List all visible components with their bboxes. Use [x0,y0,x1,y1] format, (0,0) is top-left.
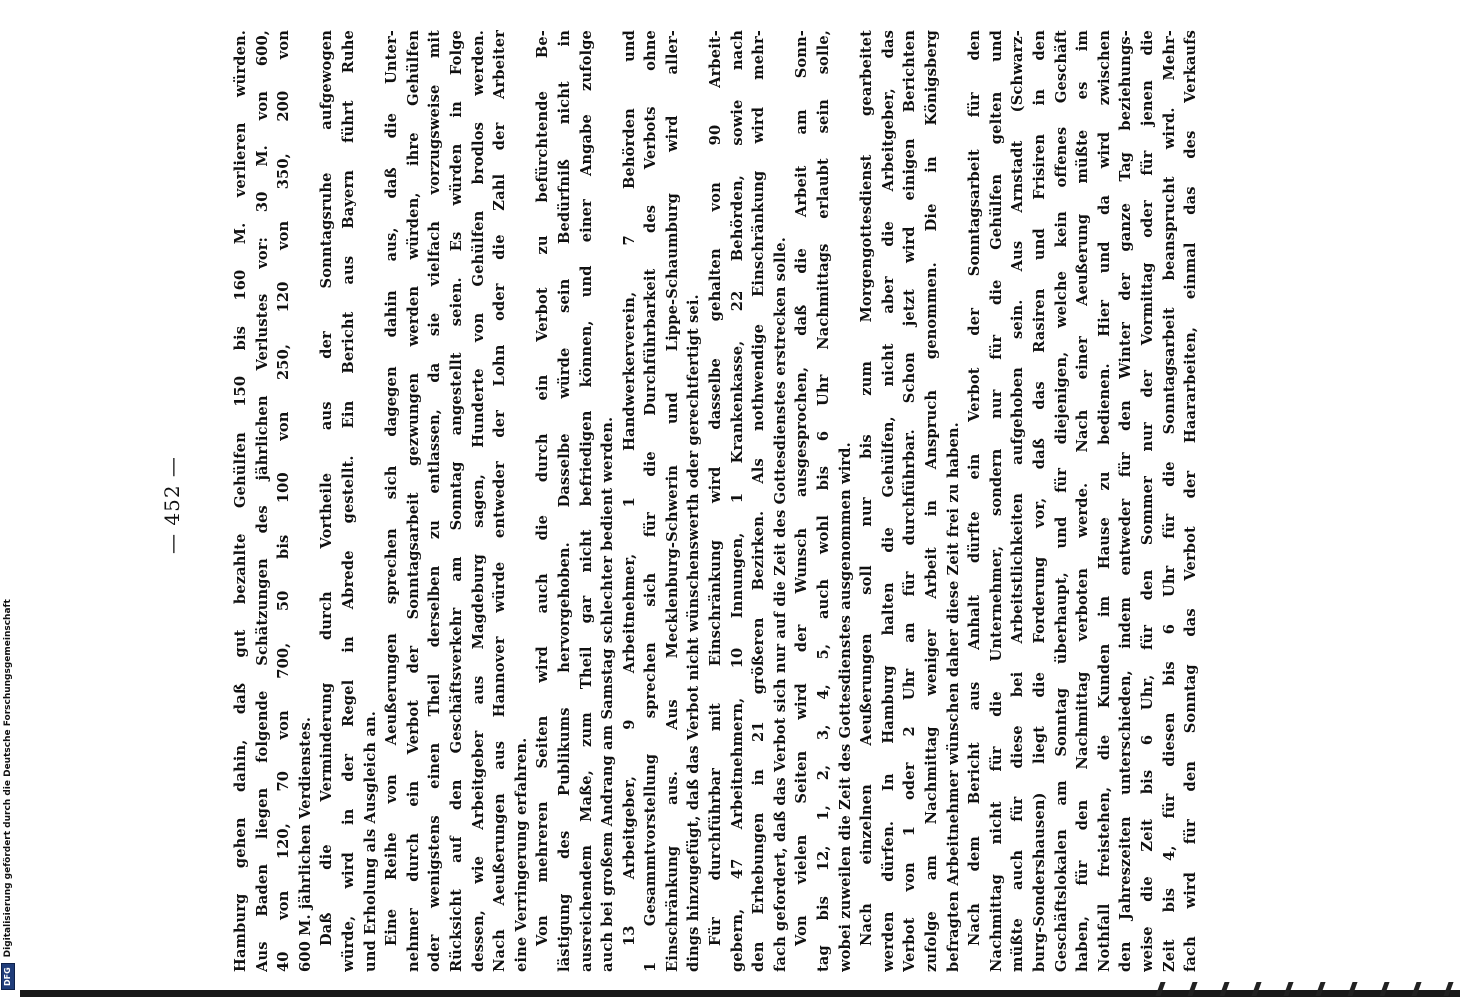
text-line: Nach Aeußerungen aus Hannover würde entweder der Lohn oder die Zahl der Arbeiter [491,30,509,972]
text-line: Aus Baden liegen folgende Schätzungen des jährlichen Verlustes vor: 30 M. von 600, [253,30,271,972]
text-line: würde, wird in der Regel in Abrede gestellt. Ein Bericht aus Bayern führt Ruhe [339,30,357,972]
text-line: 600 M. jährlichen Verdienstes. [296,716,314,972]
text-line: werden dürfen. In Hamburg halten die Gehülfen, nicht aber die Arbeitgeber, das [879,30,897,972]
text-line: fach gefordert, daß das Verbot sich nur auf die Zeit des Gottesdienstes erstrecken solle. [771,236,789,972]
text-line: Nothfall freistehen, die Kunden im Hause zu bedienen. Hier und da wird zwischen [1095,30,1113,972]
text-line: nehmer durch ein Verbot der Sonntagsarbeit gezwungen werden würden, ihre Gehülfen [404,30,422,972]
text-line: den Jahreszeiten unterschieden, indem entweder für den Winter der ganze Tag beziehungs- [1117,30,1135,972]
text-line: zufolge am Nachmittag weniger Arbeit in Anspruch genommen. Die in Königsberg [923,30,940,972]
text-line: und Erholung als Ausgleich an. [361,711,379,972]
text-line: müßte auch für diese bei Arbeitstlichkeiten aufgehoben sein. Aus Arnstadt (Schwarz- [1009,30,1027,972]
text-line: Von mehreren Seiten wird auch die durch ein Verbot zu befürchtende Be- [534,30,552,946]
text-line: fach wird für den Sonntag das Verbot der Haararbeiten, einmal das des Verkaufs [1182,30,1200,972]
text-line: Von vielen Seiten wird der Wunsch ausgesprochen, daß die Arbeit am Sonn- [793,30,811,946]
text-line: Zeit bis 4, für diesen bis 6 Uhr für die Sonntagsarbeit beansprucht wird. Mehr- [1160,30,1178,972]
text-line: weise die Zeit bis 6 Uhr, für den Sommer nur der Vormittag oder für jenen die [1138,30,1156,972]
text-line: Nach dem Bericht aus Anhalt dürfte ein Verbot der Sonntagsarbeit für den [966,30,984,946]
text-line: Nach einzelnen Aeußerungen soll nur bis zum Morgengottesdienst gearbeitet [858,30,876,946]
text-line: wobei zuweilen die Zeit des Gottesdienstes ausgenommen wird. [836,442,854,972]
rotated-page [150,10,1280,1000]
text-line: Geschäftslokalen am Sonntag überhaupt, und für diejenigen, welche kein offenes Geschäft [1052,30,1070,972]
text-line: 13 Arbeitgeber, 9 Arbeitnehmer, 1 Handwerkerverein, 7 Behörden und [620,30,638,946]
text-line: gebern, 47 Arbeitnehmern, 10 Innungen, 1 Krankenkasse, 22 Behörden, sowie nach [728,30,746,972]
text-line: Hamburg gehen dahin, daß gut bezahlte Gehülfen 150 bis 160 M. verlieren würden. [232,30,249,972]
digitization-credit [0,0,16,1000]
text-line: Für durchführbar mit Einschränkung wird dasselbe gehalten von 90 Arbeit- [707,30,725,946]
text-line: ausreichendem Maße, zum Theil gar nicht befriedigen können, und einer Angabe zufolge [577,30,595,972]
text-line: dessen, wie Arbeitgeber aus Magdeburg sagen, Hunderte von Gehülfen brodlos werden. [469,30,487,972]
text-line: Nachmittag nicht für die Unternehmer, sondern nur für die Gehülfen gelten und [987,30,1005,972]
text-line: 1 Gesammtvorstellung sprechen sich für die Durchführbarkeit des Verbots ohne [642,30,660,972]
credit-text: Digitalisierung gefördert durch die Deutsche Forschungsgemeinschaft [3,599,13,958]
text-line: burg-Sondershausen) liegt die Forderung vor, daß das Rasiren und Frisiren in den [1030,30,1048,972]
text-line: Rücksicht auf den Geschäftsverkehr am Sonntag angestellt seien. Es würden in Folge [447,30,465,972]
text-line: Einschränkung aus. Aus Mecklenburg-Schwerin und Lippe-Schaumburg wird aller- [663,30,681,972]
page-number: — 452 — [160,456,184,554]
text-line: Daß die Verminderung durch Vortheile aus der Sonntagsruhe aufgewogen [318,30,336,946]
text-line: Verbot von 1 oder 2 Uhr an für durchführbar. Schon jetzt wird einigen Berichten [901,30,919,972]
text-line: haben, für den Nachmittag verboten werde. Nach einer Aeußerung müßte es im [1074,30,1092,972]
text-line: oder wenigstens einen Theil derselben zu entlassen, da sie vielfach vorzugsweise mit [426,30,444,972]
scan-edge-marks [1144,978,1464,996]
text-line: lästigung des Publikums hervorgehoben. Dasselbe würde sein Bedürfniß nicht in [555,30,573,972]
text-line: Eine Reihe von Aeußerungen sprechen sich dagegen dahin aus, daß die Unter- [383,30,401,946]
page-text [230,30,1280,972]
text-line: eine Verringerung erfahren. [512,737,530,972]
text-line: dings hinzugefügt, daß das Verbot nicht wünschenswerth oder gerechtfertigt sei. [685,294,703,972]
text-line: den Erhebungen in 21 größeren Bezirken. Als nothwendige Einschränkung wird mehr- [750,30,768,972]
text-line: befragten Arbeitnehmer wünschen daher diese Zeit frei zu haben. [944,422,962,972]
text-line: tag bis 12, 1, 2, 3, 4, 5, auch wohl bis 6 Uhr Nachmittags erlaubt sein solle, [815,30,833,972]
text-line: auch bei großem Andrang am Samstag schlechter bedient werden. [599,416,617,972]
text-line: 40 von 120, 70 von 700, 50 bis 100 von 250, 120 von 350, 200 von [275,30,293,972]
dfg-logo-icon: DFG [1,963,15,990]
